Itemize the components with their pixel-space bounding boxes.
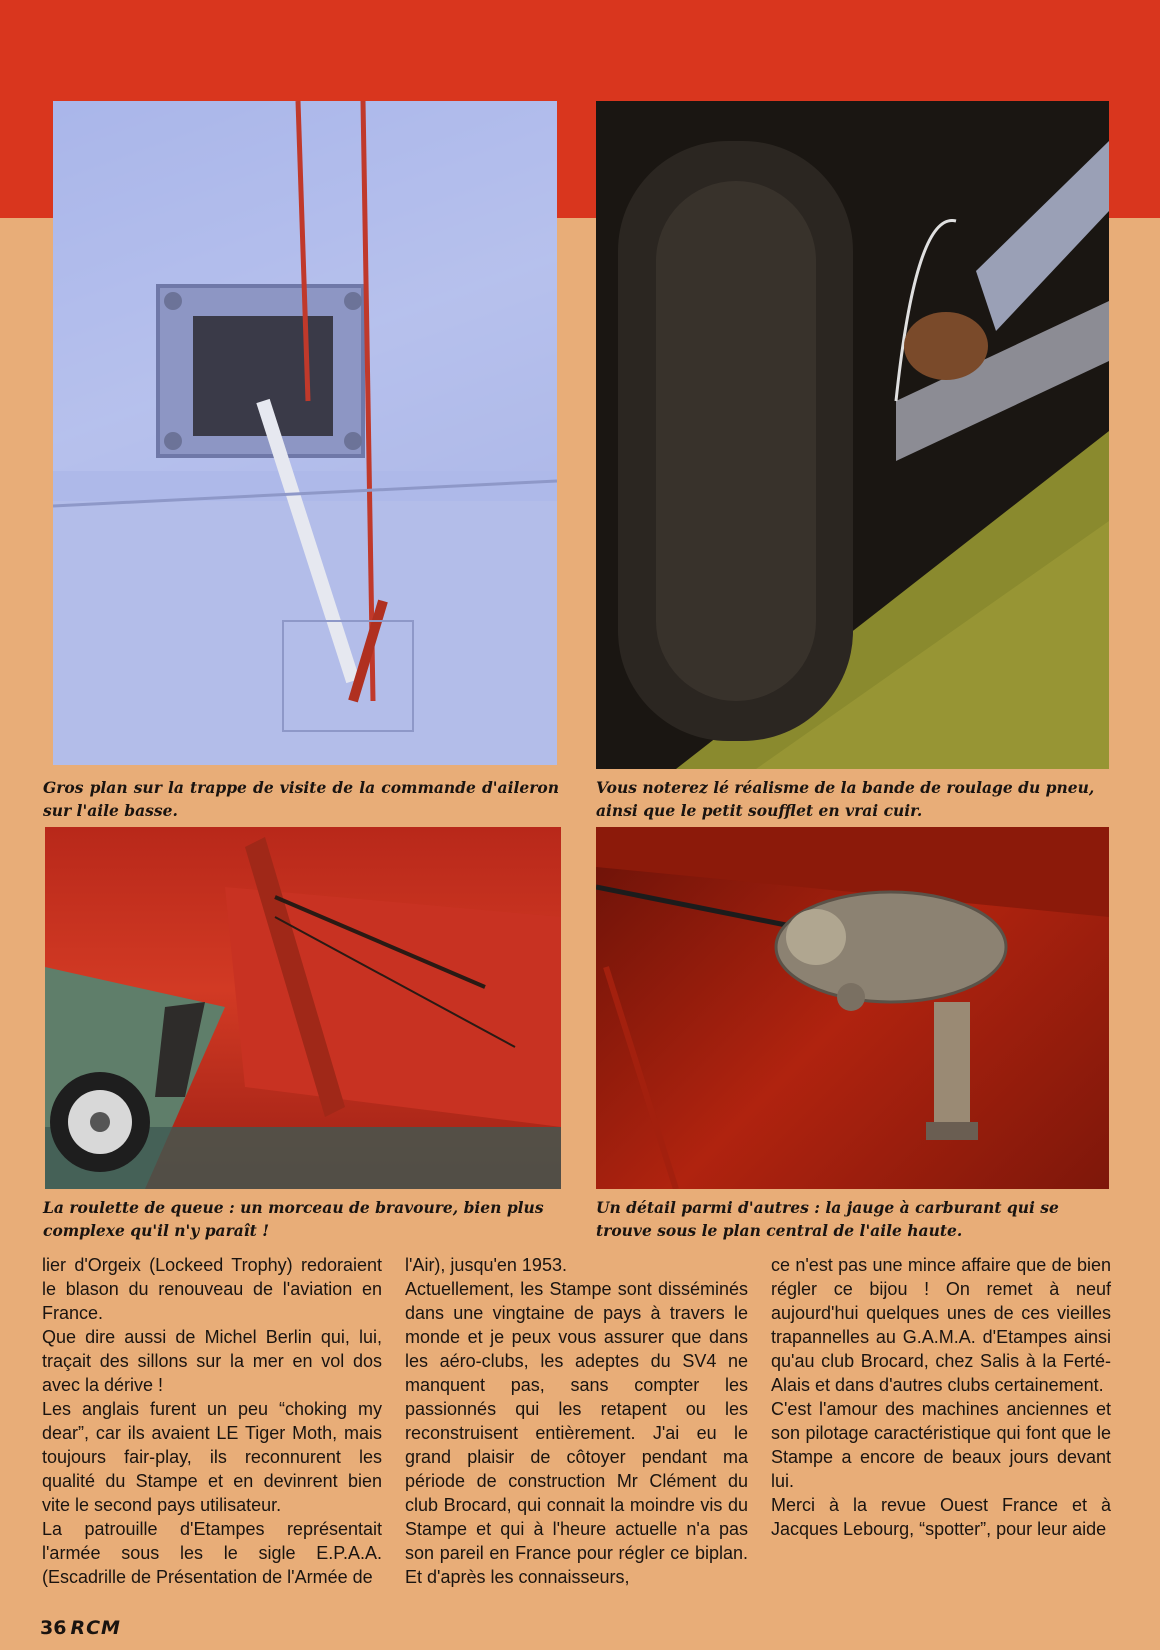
page-footer	[40, 1617, 121, 1639]
magazine-name: RCM	[70, 1617, 121, 1639]
article-column-3	[771, 1253, 1111, 1541]
paragraph: Que dire aussi de Michel Berlin qui, lui, traçait des sillons sur la mer en vol dos avec la dérive !	[42, 1327, 382, 1395]
paragraph: La patrouille d'Etampes représentait l'armée sous les le sigle E.P.A.A. (Escadrille de Présentation de l'Armée de	[42, 1519, 382, 1587]
paragraph: ce n'est pas une mince affaire que de bien régler ce bijou ! On remet à neuf aujourd'hui quelques unes de ces vieilles trapannelles au G.A.M.A. d'Etampes ainsi qu'au club Brocard, chez Salis à la Ferté-Alais et dans d'autres clubs certainement.	[771, 1255, 1111, 1395]
article-column-1	[42, 1253, 382, 1589]
caption-tail-wheel: La roulette de queue : un morceau de bravoure, bien plus complexe qu'il n'y paraît !	[43, 1198, 544, 1240]
paragraph: Merci à la revue Ouest France et à Jacques Lebourg, “spotter”, pour leur aide	[771, 1495, 1111, 1539]
paragraph: lier d'Orgeix (Lockeed Trophy) redoraient le blason du renouveau de l'aviation en France.	[42, 1255, 382, 1323]
paragraph: l'Air), jusqu'en 1953.	[405, 1255, 567, 1275]
photo-tyre-tread	[596, 101, 1109, 769]
paragraph: Les anglais furent un peu “choking my dear”, car ils avaient LE Tiger Moth, mais toujours fair-play, ils reconnurent les qualité du Stampe et en devinrent bien vite le second pays utilisateur.	[42, 1399, 382, 1515]
article-column-2	[405, 1253, 748, 1589]
caption-aileron-hatch: Gros plan sur la trappe de visite de la commande d'aileron sur l'aile basse.	[43, 778, 559, 820]
photo-tail-wheel	[45, 827, 561, 1189]
caption-fuel-gauge: Un détail parmi d'autres : la jauge à carburant qui se trouve sous le plan central de l'aile haute.	[596, 1198, 1059, 1240]
paragraph: Actuellement, les Stampe sont disséminés dans une vingtaine de pays à travers le monde et je peux vous assurer que dans les aéro-clubs, les adeptes du SV4 ne manquent pas, sans compter les passionnés qui les retapent ou les reconstruisent entièrement. J'ai eu le grand plaisir de côtoyer pendant ma période de construction Mr Clément du club Brocard, qui connait la moindre vis du Stampe et qui à l'heure actuelle n'a pas son pareil en France pour régler ce biplan. Et d'après les connaisseurs,	[405, 1279, 748, 1587]
photo-fuel-gauge	[596, 827, 1109, 1189]
caption-tyre-tread: Vous noterez lé réalisme de la bande de roulage du pneu, ainsi que le petit soufflet en vrai cuir.	[596, 778, 1095, 820]
page-number: 36	[40, 1617, 67, 1639]
photo-aileron-hatch	[53, 101, 557, 765]
paragraph: C'est l'amour des machines anciennes et son pilotage caractéristique qui font que le Stampe a encore de beaux jours devant lui.	[771, 1399, 1111, 1491]
